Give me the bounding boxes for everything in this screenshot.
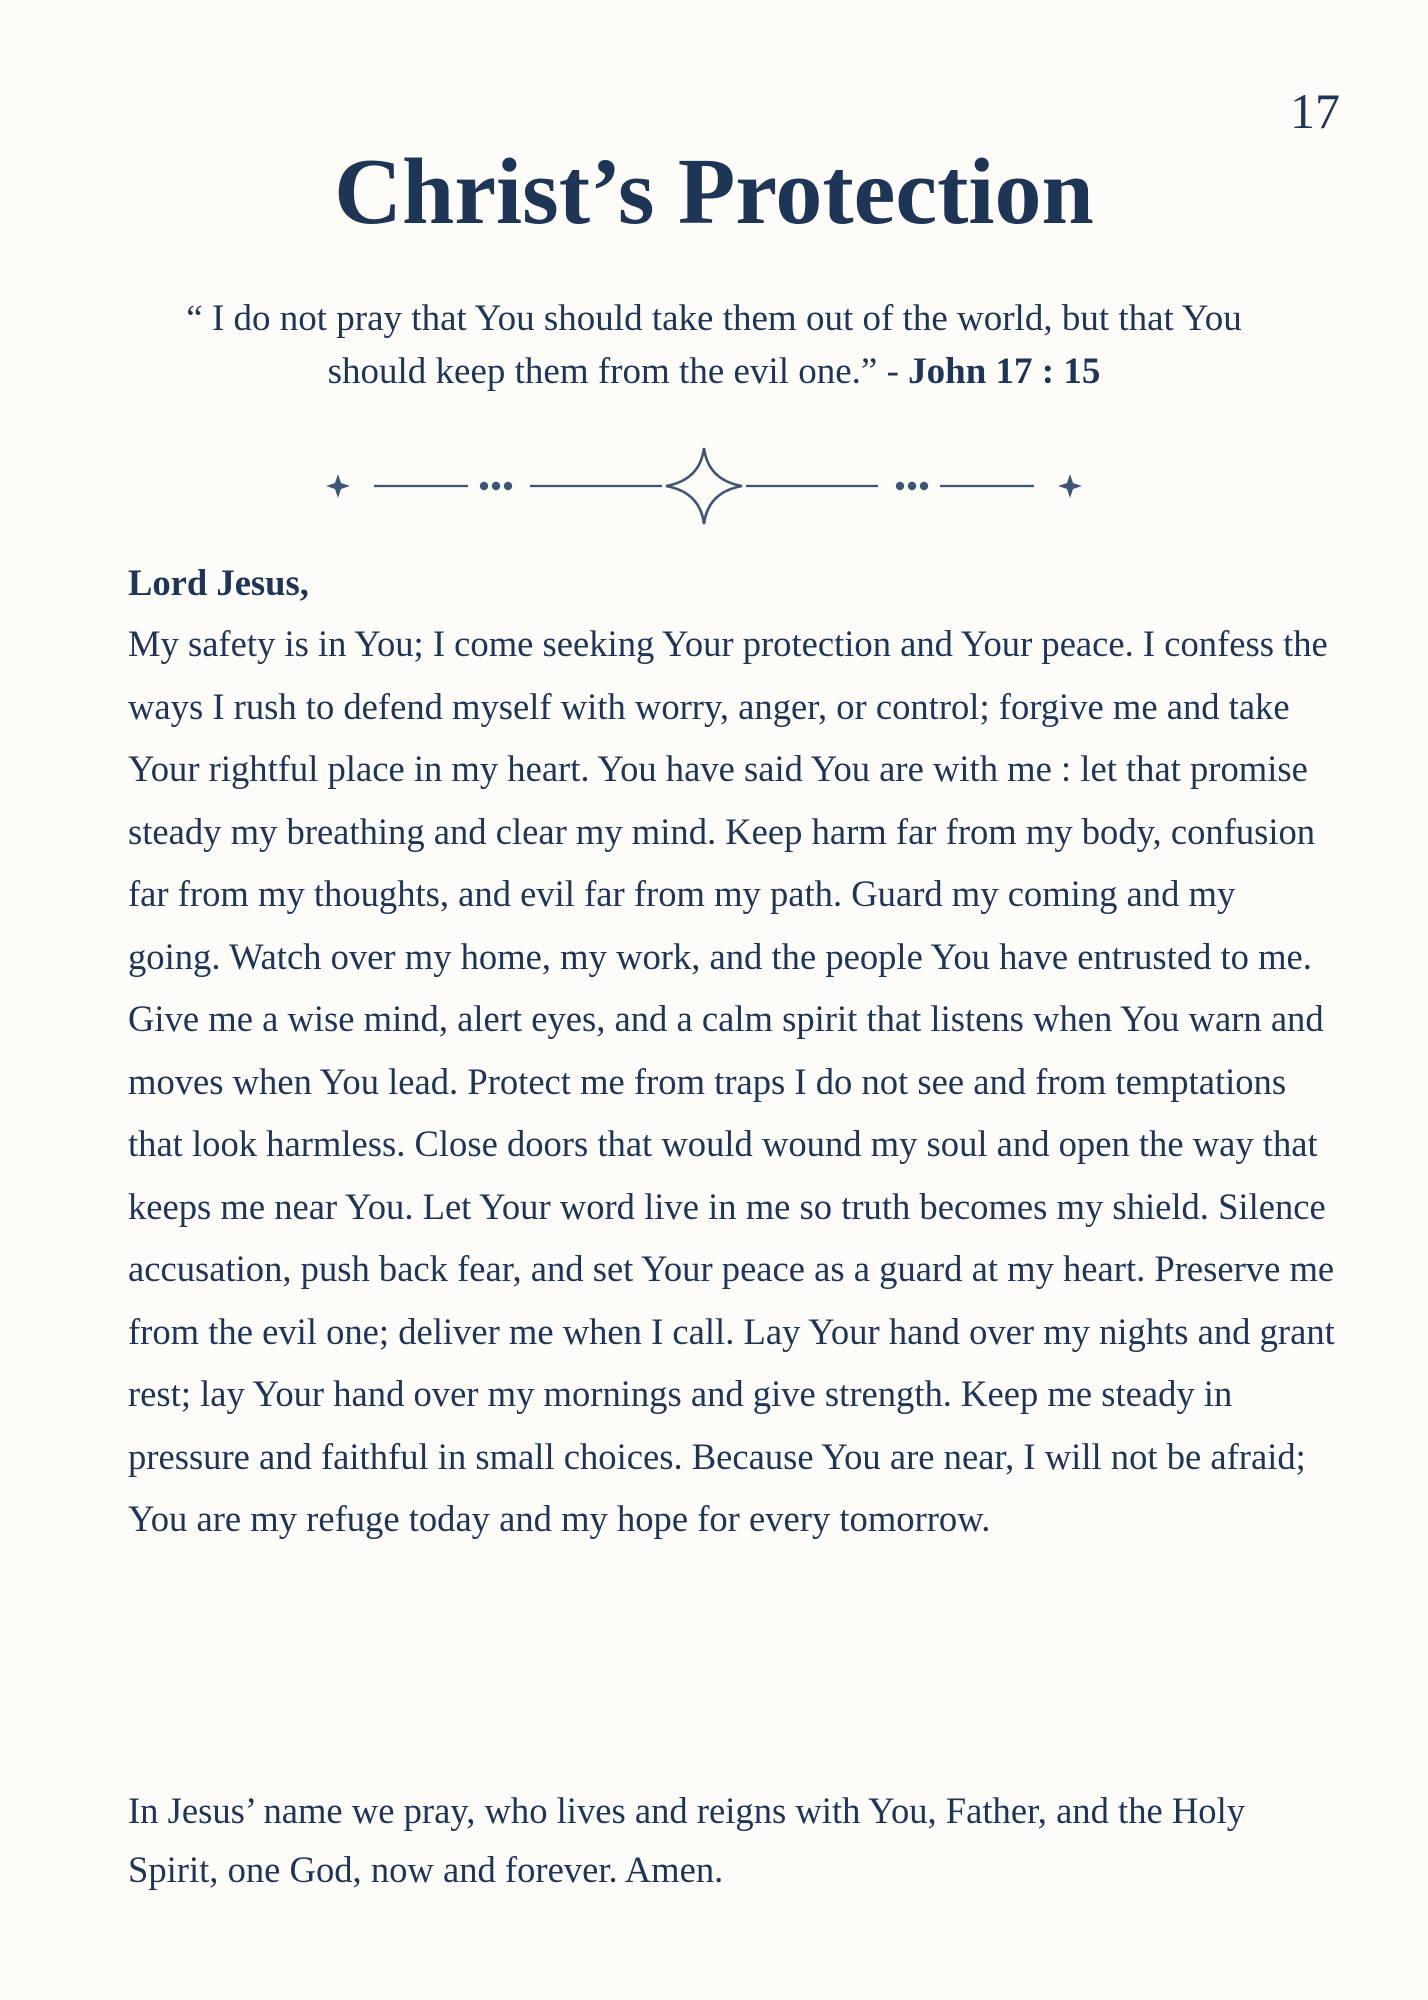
small-star-right-icon <box>1058 474 1082 498</box>
prayer-paragraph: My safety is in You; I come seeking Your protection and Your peace. I confess the ways I rush to defend myself with worry, anger, or control; forgive me and take Your rightful place in my heart. You have said You are with me : let that promise steady my breathing and clear my mind. Keep harm far from my body, confusion far from my thoughts, and evil far from my path. Guard my coming and my going. Watch over my home, my work, and the people You have entrusted to me. Give me a wise mind, alert eyes, and a calm spirit that listens when You warn and moves when You lead. Protect me from traps I do not see and from temptations that look harmless. Close doors that would wound my soul and open the way that keeps me near You. Let Your word live in me so truth becomes my shield. Silence accusation, push back fear, and set Your peace as a guard at my heart. Preserve me from the evil one; deliver me when I call. Lay Your hand over my nights and grant rest; lay Your hand over my mornings and give strength. Keep me steady in pressure and faithful in small choices. Because You are near, I will not be afraid; You are my refuge today and my hope for every tomorrow. <box>128 623 1335 1539</box>
page-number: 17 <box>1290 83 1340 139</box>
prayer-body <box>128 557 1336 1551</box>
center-star-icon <box>666 448 742 524</box>
small-star-left-icon <box>326 474 350 498</box>
prayer-closing: In Jesus’ name we pray, who lives and reigns with You, Father, and the Holy Spirit, one God, now and forever. Amen. <box>128 1790 1246 1890</box>
ornamental-star-divider-icon <box>318 446 1090 526</box>
verse-reference: John 17 : 15 <box>908 351 1101 392</box>
scripture-verse <box>150 292 1278 398</box>
verse-text: “ I do not pray that You should take them out of the world, but that You should keep them from the evil one.” - <box>186 298 1242 392</box>
prayer-salutation: Lord Jesus, <box>128 562 309 603</box>
page-title: Christ’s Protection <box>334 140 1094 244</box>
